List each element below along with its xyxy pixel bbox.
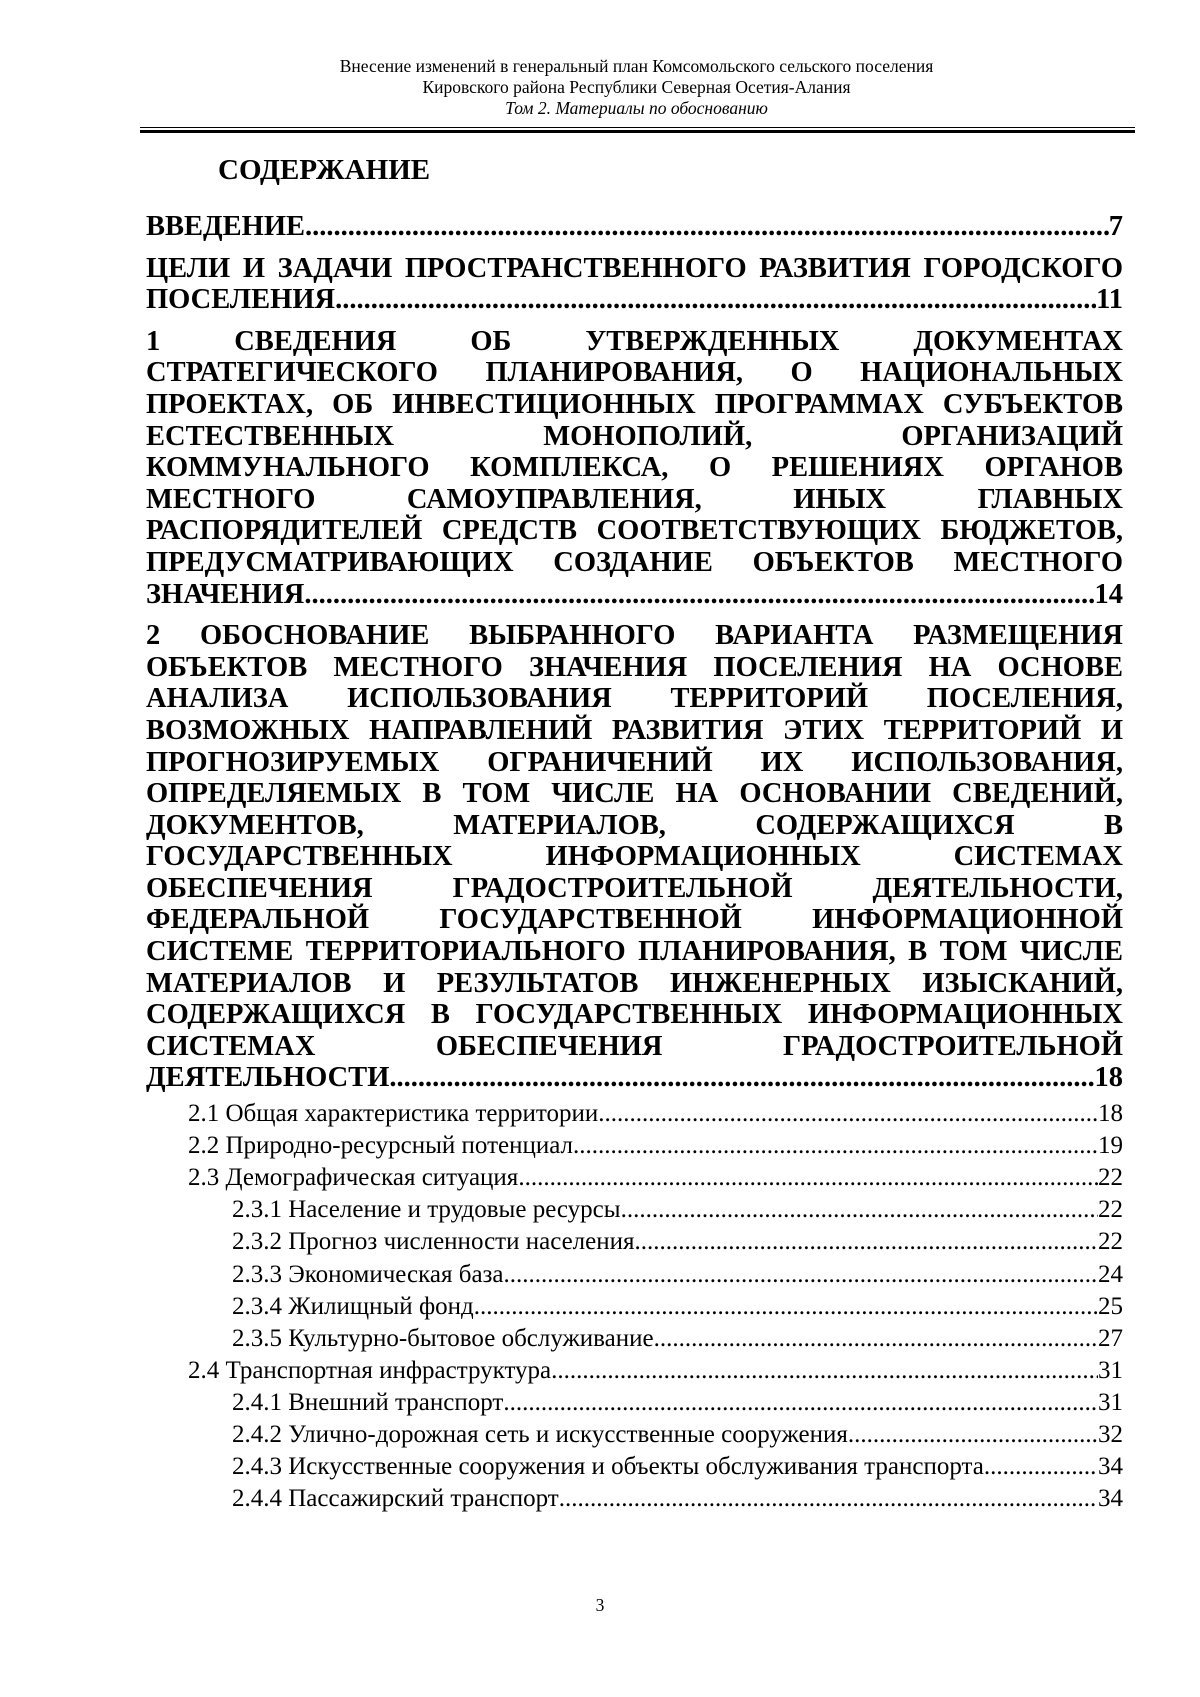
- toc-entry-title: 2.3.4 Жилищный фонд: [232, 1292, 474, 1320]
- toc-entry-title: 2.4.1 Внешний транспорт: [232, 1388, 504, 1416]
- toc-entry-2-3-3[interactable]: [146, 1259, 1123, 1291]
- toc-entry-title: 2.4.2 Улично-дорожная сеть и искусственные сооружения: [232, 1420, 848, 1448]
- dot-leader: [304, 579, 1094, 611]
- toc-entry-page: 22: [1098, 1196, 1123, 1224]
- toc-entry-page: 19: [1098, 1132, 1123, 1160]
- dot-leader: [654, 1323, 1098, 1355]
- toc-entry-page: 31: [1098, 1388, 1123, 1416]
- dot-leader: [551, 1355, 1098, 1387]
- toc-entry-body: 1 СВЕДЕНИЯ ОБ УТВЕРЖДЕННЫХ ДОКУМЕНТАХ СТРАТЕГИЧЕСКОГО ПЛАНИРОВАНИЯ, О НАЦИОНАЛЬНЫХ ПРОЕКТАХ, ОБ ИНВЕСТИЦИОННЫХ ПРОГРАММАХ СУБЪЕКТОВ ЕСТЕСТВЕННЫХ МОНОПОЛИЙ, ОРГАНИЗАЦИЙ КОММУНАЛЬНОГО КОМПЛЕКСА, О РЕШЕНИЯХ ОРГАНОВ МЕСТНОГО САМОУПРАВЛЕНИЯ, ИНЫХ ГЛАВНЫХ РАСПОРЯДИТЕЛЕЙ СРЕДСТВ СООТВЕТСТВУЮЩИХ БЮДЖЕТОВ, ПРЕДУСМАТРИВАЮЩИХ СОЗДАНИЕ ОБЪЕКТОВ МЕСТНОГО: [146, 325, 1123, 578]
- toc-entry-page: 18: [1098, 1100, 1123, 1128]
- toc-entry-title: 2.3.3 Экономическая база: [232, 1260, 504, 1288]
- toc-entry-2-3-4[interactable]: [146, 1291, 1123, 1323]
- toc-entry-last-line: [146, 1062, 1123, 1094]
- header-line-2: Кировского района Республики Северная Осетия-Алания: [422, 77, 851, 97]
- dot-leader: [518, 1162, 1098, 1194]
- toc-entry-page: 34: [1098, 1485, 1123, 1513]
- toc-entry-title: ДЕЯТЕЛЬНОСТИ: [146, 1062, 390, 1094]
- toc-entry-title: 2.3.1 Население и трудовые ресурсы: [232, 1196, 621, 1224]
- dot-leader: [504, 1259, 1098, 1291]
- toc-entry-2-1[interactable]: [146, 1098, 1123, 1130]
- toc-entry-goals[interactable]: [146, 253, 1123, 316]
- toc-entry-2-3-1[interactable]: [146, 1194, 1123, 1226]
- table-of-contents: [146, 211, 1123, 1515]
- toc-entry-page: 34: [1098, 1453, 1123, 1481]
- page-number: 3: [595, 1595, 605, 1615]
- toc-entry-page: 22: [1098, 1228, 1123, 1256]
- toc-entry-body: ЦЕЛИ И ЗАДАЧИ ПРОСТРАНСТВЕННОГО РАЗВИТИЯ ГОРОДСКОГО: [146, 252, 1123, 284]
- toc-entry-page: 31: [1098, 1356, 1123, 1384]
- toc-entry-page: 7: [1108, 211, 1123, 242]
- toc-entry-2-3[interactable]: [146, 1162, 1123, 1194]
- toc-entry-title: ЗНАЧЕНИЯ: [146, 578, 305, 610]
- header-volume: Том 2. Материалы по обоснованию: [505, 98, 768, 118]
- dot-leader: [389, 1062, 1094, 1094]
- toc-entry-introduction[interactable]: [146, 211, 1123, 243]
- dot-leader: [559, 1483, 1098, 1515]
- toc-entry-page: 25: [1098, 1292, 1123, 1320]
- toc-entry-last-line: [146, 211, 1123, 243]
- toc-entry-last-line: [146, 579, 1123, 611]
- toc-entry-2-3-2[interactable]: [146, 1226, 1123, 1258]
- dot-leader: [984, 1451, 1098, 1483]
- running-header: [140, 56, 1133, 119]
- header-rule-thin: [140, 127, 1135, 128]
- toc-entry-2-4[interactable]: [146, 1355, 1123, 1387]
- toc-entry-title: ВВЕДЕНИЕ: [146, 211, 305, 242]
- toc-entry-page: 22: [1098, 1164, 1123, 1192]
- toc-title: СОДЕРЖАНИЕ: [218, 154, 431, 186]
- toc-entry-page: 27: [1098, 1324, 1123, 1352]
- toc-entry-title: 2.3.5 Культурно-бытовое обслуживание: [232, 1324, 654, 1352]
- toc-entry-title: ПОСЕЛЕНИЯ: [146, 284, 336, 316]
- dot-leader: [503, 1387, 1098, 1419]
- dot-leader: [474, 1291, 1098, 1323]
- dot-leader: [335, 284, 1096, 316]
- toc-entry-body: 2 ОБОСНОВАНИЕ ВЫБРАННОГО ВАРИАНТА РАЗМЕЩЕНИЯ ОБЪЕКТОВ МЕСТНОГО ЗНАЧЕНИЯ ПОСЕЛЕНИЯ НА ОСНОВЕ АНАЛИЗА ИСПОЛЬЗОВАНИЯ ТЕРРИТОРИЙ ПОСЕЛЕНИЯ, ВОЗМОЖНЫХ НАПРАВЛЕНИЙ РАЗВИТИЯ ЭТИХ ТЕРРИТОРИЙ И ПРОГНОЗИРУЕМЫХ ОГРАНИЧЕНИЙ ИХ ИСПОЛЬЗОВАНИЯ, ОПРЕДЕЛЯЕМЫХ В ТОМ ЧИСЛЕ НА ОСНОВАНИИ СВЕДЕНИЙ, ДОКУМЕНТОВ, МАТЕРИАЛОВ, СОДЕРЖАЩИХСЯ В ГОСУДАРСТВЕННЫХ ИНФОРМАЦИОННЫХ СИСТЕМАХ ОБЕСПЕЧЕНИЯ ГРАДОСТРОИТЕЛЬНОЙ ДЕЯТЕЛЬНОСТИ, ФЕДЕРАЛЬНОЙ ГОСУДАРСТВЕННОЙ ИНФОРМАЦИОННОЙ СИСТЕМЕ ТЕРРИТОРИАЛЬНОГО ПЛАНИРОВАНИЯ, В ТОМ ЧИСЛЕ МАТЕРИАЛОВ И РЕЗУЛЬТАТОВ ИНЖЕНЕРНЫХ ИЗЫСКАНИЙ, СОДЕРЖАЩИХСЯ В ГОСУДАРСТВЕННЫХ ИНФОРМАЦИОННЫХ СИСТЕМАХ ОБЕСПЕЧЕНИЯ ГРАДОСТРОИТЕЛЬНОЙ: [146, 620, 1123, 1062]
- dot-leader: [573, 1130, 1098, 1162]
- dot-leader: [635, 1226, 1098, 1258]
- toc-entry-page: 32: [1098, 1420, 1123, 1448]
- toc-entry-page: 11: [1096, 284, 1123, 316]
- dot-leader: [621, 1194, 1098, 1226]
- toc-entry-title: 2.4.4 Пассажирский транспорт: [232, 1485, 559, 1513]
- header-rule-thick: [140, 130, 1135, 133]
- toc-entry-2-4-2[interactable]: [146, 1419, 1123, 1451]
- toc-entry-page: 18: [1094, 1062, 1123, 1094]
- toc-entry-title: 2.3 Демографическая ситуация: [188, 1164, 519, 1192]
- dot-leader: [305, 211, 1109, 243]
- header-line-1: Внесение изменений в генеральный план Комсомольского сельского поселения: [339, 56, 934, 76]
- toc-entry-title: 2.1 Общая характеристика территории: [188, 1100, 599, 1128]
- toc-entry-section-2[interactable]: [146, 620, 1123, 1094]
- toc-entry-page: 14: [1094, 578, 1123, 610]
- toc-entry-title: 2.4.3 Искусственные сооружения и объекты обслуживания транспорта: [232, 1453, 984, 1481]
- toc-entry-page: 24: [1098, 1260, 1123, 1288]
- dot-leader: [848, 1419, 1098, 1451]
- toc-entry-section-1[interactable]: [146, 326, 1123, 610]
- toc-entry-2-2[interactable]: [146, 1130, 1123, 1162]
- toc-entry-title: 2.2 Природно-ресурсный потенциал: [188, 1132, 574, 1160]
- toc-entry-2-3-5[interactable]: [146, 1323, 1123, 1355]
- toc-entry-title: 2.4 Транспортная инфраструктура: [188, 1356, 552, 1384]
- toc-entry-last-line: [146, 284, 1123, 316]
- toc-entry-2-4-1[interactable]: [146, 1387, 1123, 1419]
- dot-leader: [598, 1098, 1098, 1130]
- toc-entry-2-4-4[interactable]: [146, 1483, 1123, 1515]
- toc-entry-title: 2.3.2 Прогноз численности населения: [232, 1228, 635, 1256]
- toc-entry-2-4-3[interactable]: [146, 1451, 1123, 1483]
